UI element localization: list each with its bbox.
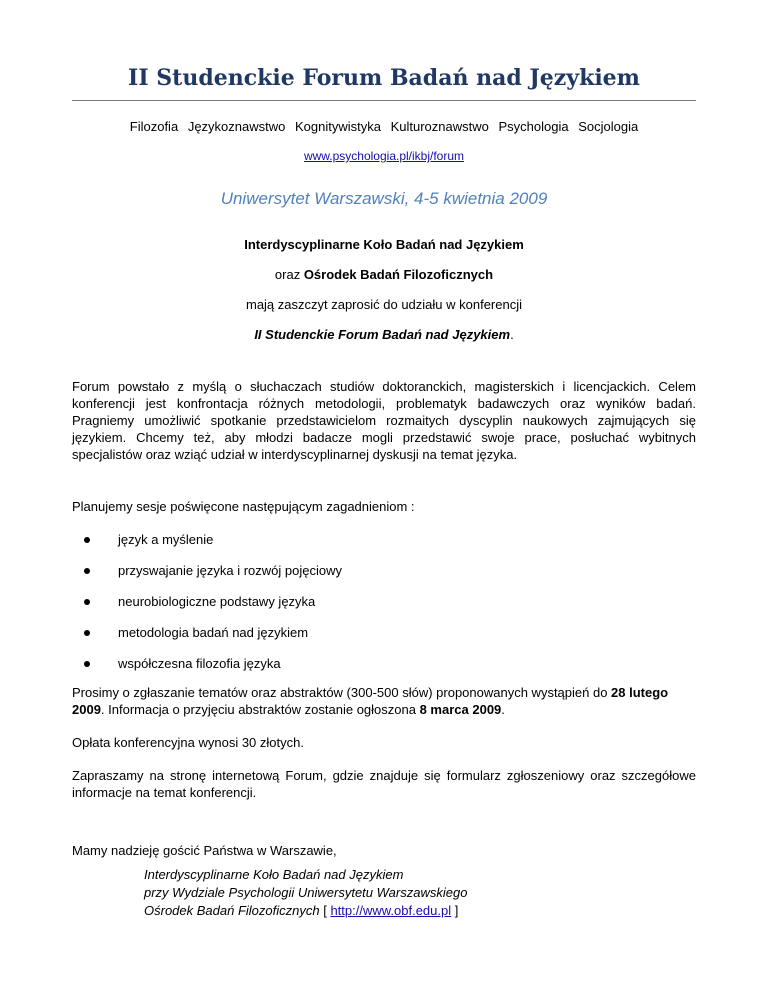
notification-date: 8 marca 2009 bbox=[419, 702, 502, 717]
discipline-item: Językoznawstwo bbox=[187, 119, 286, 134]
obf-url-link[interactable]: http://www.obf.edu.pl bbox=[330, 903, 452, 918]
topics-list bbox=[84, 531, 342, 686]
discipline-item: Socjologia bbox=[578, 119, 639, 134]
conference-name-line: II Studenckie Forum Badań nad Językiem. bbox=[254, 327, 514, 342]
bullet-icon bbox=[84, 537, 90, 543]
signature-line: Interdyscyplinarne Koło Badań nad Językiem bbox=[144, 867, 404, 882]
forum-url-link[interactable]: www.psychologia.pl/ikbj/forum bbox=[303, 149, 465, 163]
bullet-icon bbox=[84, 630, 90, 636]
invitation-line: mają zaszczyt zaprosić do udziału w konferencji bbox=[245, 297, 522, 312]
abstracts-paragraph: Prosimy o zgłaszanie tematów oraz abstraktów (300-500 słów) proponowanych wystąpień do 28 lutego 2009. Informacja o przyjęciu abstraktów zostanie ogłoszona 8 marca 2009. bbox=[72, 685, 669, 717]
list-item: współczesna filozofia języka bbox=[84, 655, 342, 686]
co-organizer-line: oraz Ośrodek Badań Filozoficznych bbox=[274, 267, 494, 282]
forum-url-line bbox=[72, 148, 696, 164]
co-organizer-name: Ośrodek Badań Filozoficznych bbox=[303, 267, 494, 282]
signature-block bbox=[144, 866, 467, 920]
list-item: przyswajanie języka i rozwój pojęciowy bbox=[84, 562, 342, 593]
event-subtitle: Uniwersytet Warszawski, 4-5 kwietnia 2009 bbox=[220, 189, 548, 208]
list-item: język a myślenie bbox=[84, 531, 342, 562]
page-title: II Studenckie Forum Badań nad Językiem bbox=[128, 65, 640, 91]
conference-name: II Studenckie Forum Badań nad Językiem bbox=[254, 327, 511, 342]
intro-paragraph: Forum powstało z myślą o słuchaczach studiów doktoranckich, magisterskich i licencjackich. Celem konferencji jest konfrontacja różnych metodologii, problematyk badawczych oraz wyników badań. Pragniemy umożliwić spotkanie przedstawicielom rozmaitych dyscyplin naukowych zajmujących się językiem. Chcemy też, aby młodzi badacze mogli przedstawić swoje prace, posłuchać wybitnych specjalistów oraz wziąć udział w interdyscyplinarnej dyskusji na temat języka. bbox=[72, 379, 696, 462]
discipline-item: Kognitywistyka bbox=[294, 119, 381, 134]
disciplines-list bbox=[72, 119, 696, 135]
title-divider bbox=[72, 100, 696, 101]
discipline-item: Kulturoznawstwo bbox=[390, 119, 489, 134]
list-item: neurobiologiczne podstawy języka bbox=[84, 593, 342, 624]
website-paragraph: Zapraszamy na stronę internetową Forum, gdzie znajduje się formularz zgłoszeniowy oraz szczegółowe informacje na temat konferencji. bbox=[72, 768, 696, 800]
bullet-icon bbox=[84, 568, 90, 574]
fee-paragraph: Opłata konferencyjna wynosi 30 złotych. bbox=[72, 735, 304, 750]
sessions-intro: Planujemy sesje poświęcone następującym zagadnieniom : bbox=[72, 499, 415, 514]
closing-line: Mamy nadzieję gościć Państwa w Warszawie, bbox=[72, 843, 337, 858]
signature-line: Ośrodek Badań Filozoficznych [ http://www.obf.edu.pl ] bbox=[144, 903, 459, 918]
discipline-item: Filozofia bbox=[129, 119, 179, 134]
discipline-item: Psychologia bbox=[498, 119, 569, 134]
signature-line: przy Wydziale Psychologii Uniwersytetu Warszawskiego bbox=[144, 885, 468, 900]
organizer-line: Interdyscyplinarne Koło Badań nad Językiem bbox=[244, 237, 524, 252]
list-item: metodologia badań nad językiem bbox=[84, 624, 342, 655]
bullet-icon bbox=[84, 599, 90, 605]
bullet-icon bbox=[84, 661, 90, 667]
deadline-date: 28 lutego 2009 bbox=[72, 685, 669, 717]
